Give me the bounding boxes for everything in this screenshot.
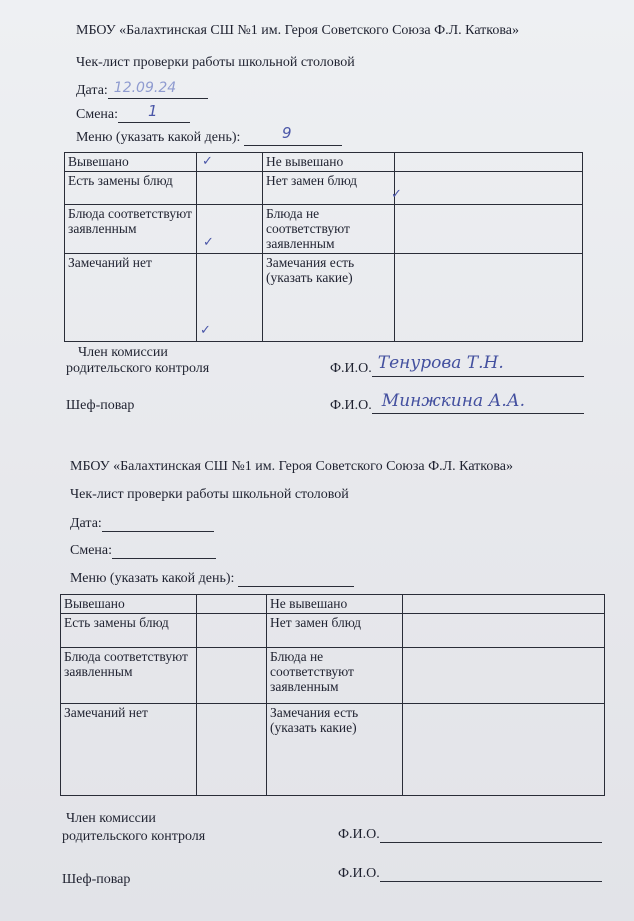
mark-cell[interactable] [395, 153, 583, 172]
table-row [65, 172, 583, 205]
checklist-title: Чек-лист проверки работы школьной столовой [70, 487, 349, 502]
table-row [65, 254, 583, 342]
table-row [65, 205, 583, 254]
member-label-line2: родительского контроля [62, 829, 206, 844]
table-row [61, 648, 605, 704]
mark-cell[interactable] [391, 172, 583, 205]
chef-fio-row [338, 866, 602, 882]
shift-row [76, 102, 190, 123]
table-cell: Замечания есть (указать какие) [267, 704, 403, 796]
mark-cell[interactable] [403, 648, 605, 704]
table-cell: Нет замен блюд [267, 614, 403, 648]
table-cell: Блюда соответствуют заявленным [61, 648, 197, 704]
mark-cell[interactable] [197, 648, 267, 704]
menu-value: 9 [281, 124, 292, 142]
menu-row [76, 124, 342, 146]
menu-label: Меню (указать какой день): [76, 130, 241, 145]
mark-cell[interactable] [395, 205, 583, 254]
mark-cell[interactable] [403, 614, 605, 648]
shift-field[interactable] [118, 102, 190, 123]
fio-label: Ф.И.О. [338, 827, 380, 842]
member-label-line2: родительского контроля [66, 361, 210, 376]
chef-signature: Минжкина А.А. [381, 391, 526, 411]
table-cell: Не вывешано [263, 153, 395, 172]
check-mark-icon: ✓ [203, 235, 214, 250]
table-row [65, 153, 583, 172]
chef-fio-row [330, 391, 584, 414]
member-fio-row [330, 353, 584, 377]
shift-value: 1 [148, 102, 158, 120]
mark-cell[interactable] [197, 254, 263, 342]
mark-cell[interactable] [197, 595, 267, 614]
mark-cell[interactable] [197, 153, 263, 172]
table-cell: Нет замен блюд [263, 172, 395, 205]
chef-fio-field[interactable] [372, 391, 584, 414]
chef-fio-field[interactable] [380, 866, 602, 882]
mark-cell[interactable] [197, 205, 263, 254]
shift-field[interactable] [112, 543, 216, 559]
checklist-table [60, 594, 605, 796]
date-row [76, 80, 208, 99]
date-label: Дата: [70, 516, 102, 531]
mark-cell[interactable] [197, 614, 267, 648]
table-cell: Замечаний нет [65, 254, 197, 342]
menu-row [70, 571, 354, 587]
date-row [70, 516, 214, 532]
menu-field[interactable] [244, 124, 342, 146]
member-fio-field[interactable] [372, 353, 584, 377]
mark-cell[interactable] [403, 595, 605, 614]
check-mark-icon: ✓ [200, 323, 211, 338]
table-row [61, 614, 605, 648]
check-mark-icon: ✓ [391, 187, 402, 202]
table-cell: Замечаний нет [61, 704, 197, 796]
chef-label: Шеф-повар [66, 398, 135, 413]
fio-label: Ф.И.О. [330, 398, 372, 413]
chef-label: Шеф-повар [62, 872, 131, 887]
shift-label: Смена: [76, 107, 119, 122]
date-field[interactable] [108, 80, 208, 99]
mark-cell[interactable] [197, 172, 263, 205]
shift-row [70, 543, 216, 559]
mark-cell[interactable] [197, 704, 267, 796]
table-cell: Блюда соответствуют заявленным [65, 205, 197, 254]
menu-label: Меню (указать какой день): [70, 571, 235, 586]
check-mark-icon: ✓ [202, 154, 213, 169]
checklist-title: Чек-лист проверки работы школьной столовой [76, 55, 355, 70]
member-label-line1: Член комиссии [66, 811, 156, 826]
table-cell: Блюда не соответствуют заявленным [267, 648, 403, 704]
table-cell: Вывешано [65, 153, 197, 172]
school-name: МБОУ «Балахтинская СШ №1 им. Героя Советского Союза Ф.Л. Каткова» [70, 459, 514, 474]
member-fio-row [338, 827, 602, 843]
table-cell: Вывешано [61, 595, 197, 614]
date-label: Дата: [76, 83, 108, 98]
table-row [61, 595, 605, 614]
table-cell: Замечания есть (указать какие) [263, 254, 395, 342]
fio-label: Ф.И.О. [330, 361, 372, 376]
table-cell: Не вывешано [267, 595, 403, 614]
date-field[interactable] [102, 516, 214, 532]
table-cell: Блюда не соответствуют заявленным [263, 205, 395, 254]
mark-cell[interactable] [395, 254, 583, 342]
member-fio-field[interactable] [380, 827, 602, 843]
member-label-line1: Член комиссии [78, 345, 168, 360]
table-cell: Есть замены блюд [65, 172, 197, 205]
table-row [61, 704, 605, 796]
menu-field[interactable] [238, 571, 354, 587]
fio-label: Ф.И.О. [338, 866, 380, 881]
date-value: 12.09.24 [113, 80, 177, 96]
checklist-table [64, 152, 583, 342]
member-signature: Тенурова Т.Н. [377, 353, 504, 373]
shift-label: Смена: [70, 543, 113, 558]
table-cell: Есть замены блюд [61, 614, 197, 648]
mark-cell[interactable] [403, 704, 605, 796]
school-name: МБОУ «Балахтинская СШ №1 им. Героя Советского Союза Ф.Л. Каткова» [76, 23, 520, 38]
